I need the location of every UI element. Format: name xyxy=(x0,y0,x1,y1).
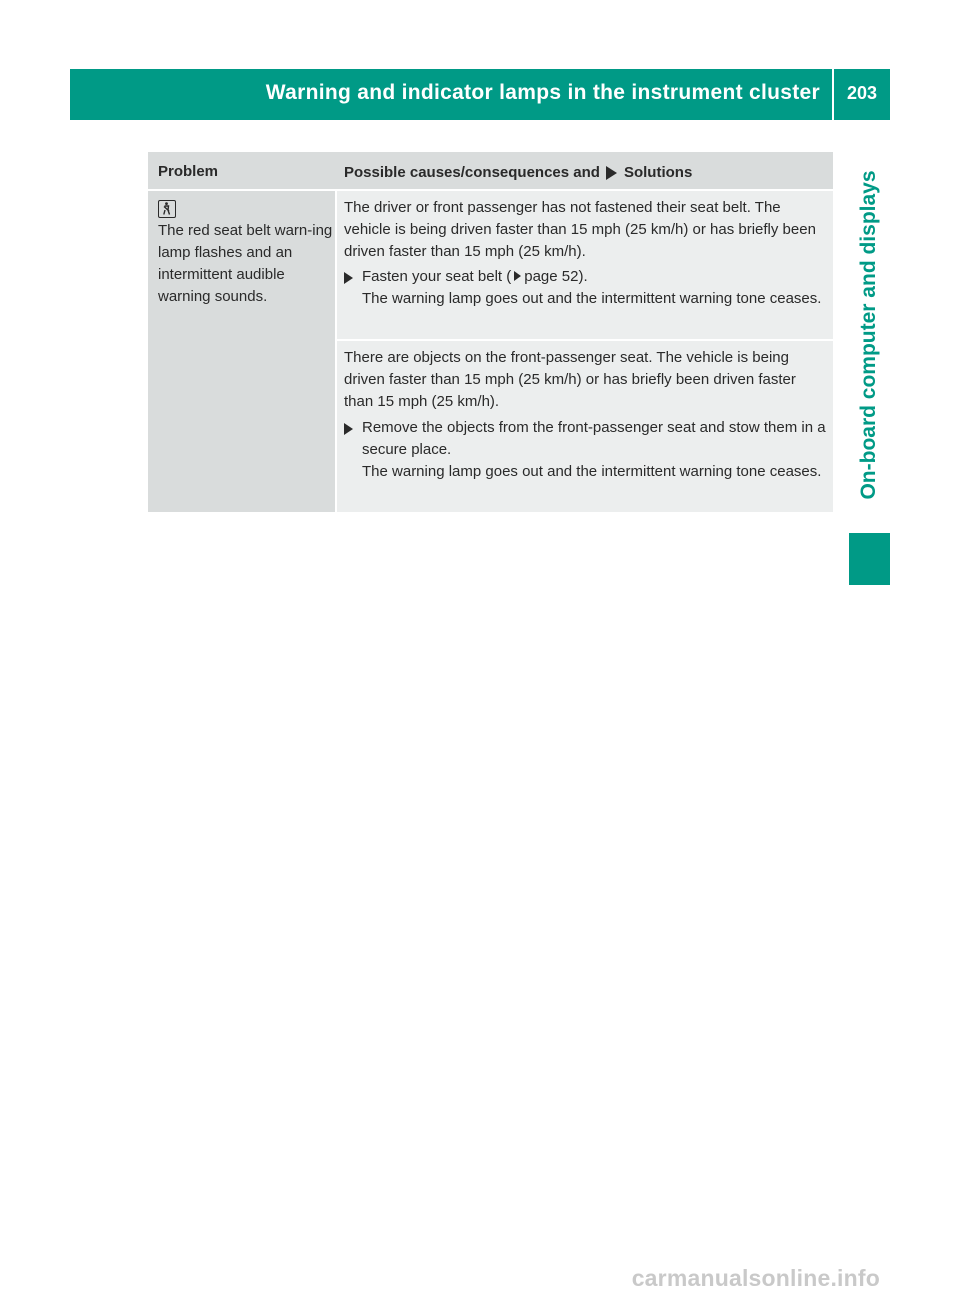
page-reference-icon xyxy=(514,271,521,281)
step-arrow-icon xyxy=(344,423,353,435)
column-header-solutions-pre: Possible causes/consequences and xyxy=(344,164,600,181)
cause-text: The driver or front passenger has not fastened their seat belt. The vehicle is being driven faster than 15 mph (25 km/h) or has briefly been driven faster than 15 mph (25 km/h). xyxy=(344,199,816,260)
page-header-title: Warning and indicator lamps in the instrument cluster xyxy=(265,81,820,104)
section-side-marker xyxy=(849,533,890,585)
solution-step xyxy=(344,266,828,310)
step-arrow-icon xyxy=(344,272,353,284)
page-number: 203 xyxy=(846,83,878,103)
problem-description: The red seat belt warn-ing lamp flashes and an intermittent audible warning sounds. xyxy=(158,222,333,305)
problem-cell xyxy=(148,191,335,512)
cause-cell-driver xyxy=(337,191,833,339)
column-header-problem: Problem xyxy=(158,163,219,180)
section-side-tab xyxy=(849,130,889,540)
page-reference: page 52). xyxy=(524,268,588,285)
watermark: carmanualsonline.info xyxy=(631,1265,880,1291)
solution-step xyxy=(344,417,828,483)
step-text: Fasten your seat belt ( xyxy=(362,268,512,285)
column-header-solutions-post: Solutions xyxy=(623,164,693,181)
table-header-row xyxy=(148,152,833,189)
cause-cell-objects xyxy=(337,341,833,512)
step-text: Remove the objects from the front-passenger seat and stow them in a secure place. xyxy=(362,419,826,458)
page-number-box xyxy=(834,69,890,120)
step-result: The warning lamp goes out and the intermittent warning tone ceases. xyxy=(362,290,822,307)
page-header-bar xyxy=(70,69,832,120)
cause-text: There are objects on the front-passenger seat. The vehicle is being driven faster than 15 mph (25 km/h) or has briefly been driven faster than 15 mph (25 km/h). xyxy=(344,349,796,410)
step-result: The warning lamp goes out and the intermittent warning tone ceases. xyxy=(362,463,822,480)
seat-belt-icon xyxy=(158,200,176,218)
arrow-right-icon xyxy=(606,166,617,180)
section-side-tab-label: On-board computer and displays xyxy=(857,170,880,500)
column-header-solutions xyxy=(344,164,692,181)
